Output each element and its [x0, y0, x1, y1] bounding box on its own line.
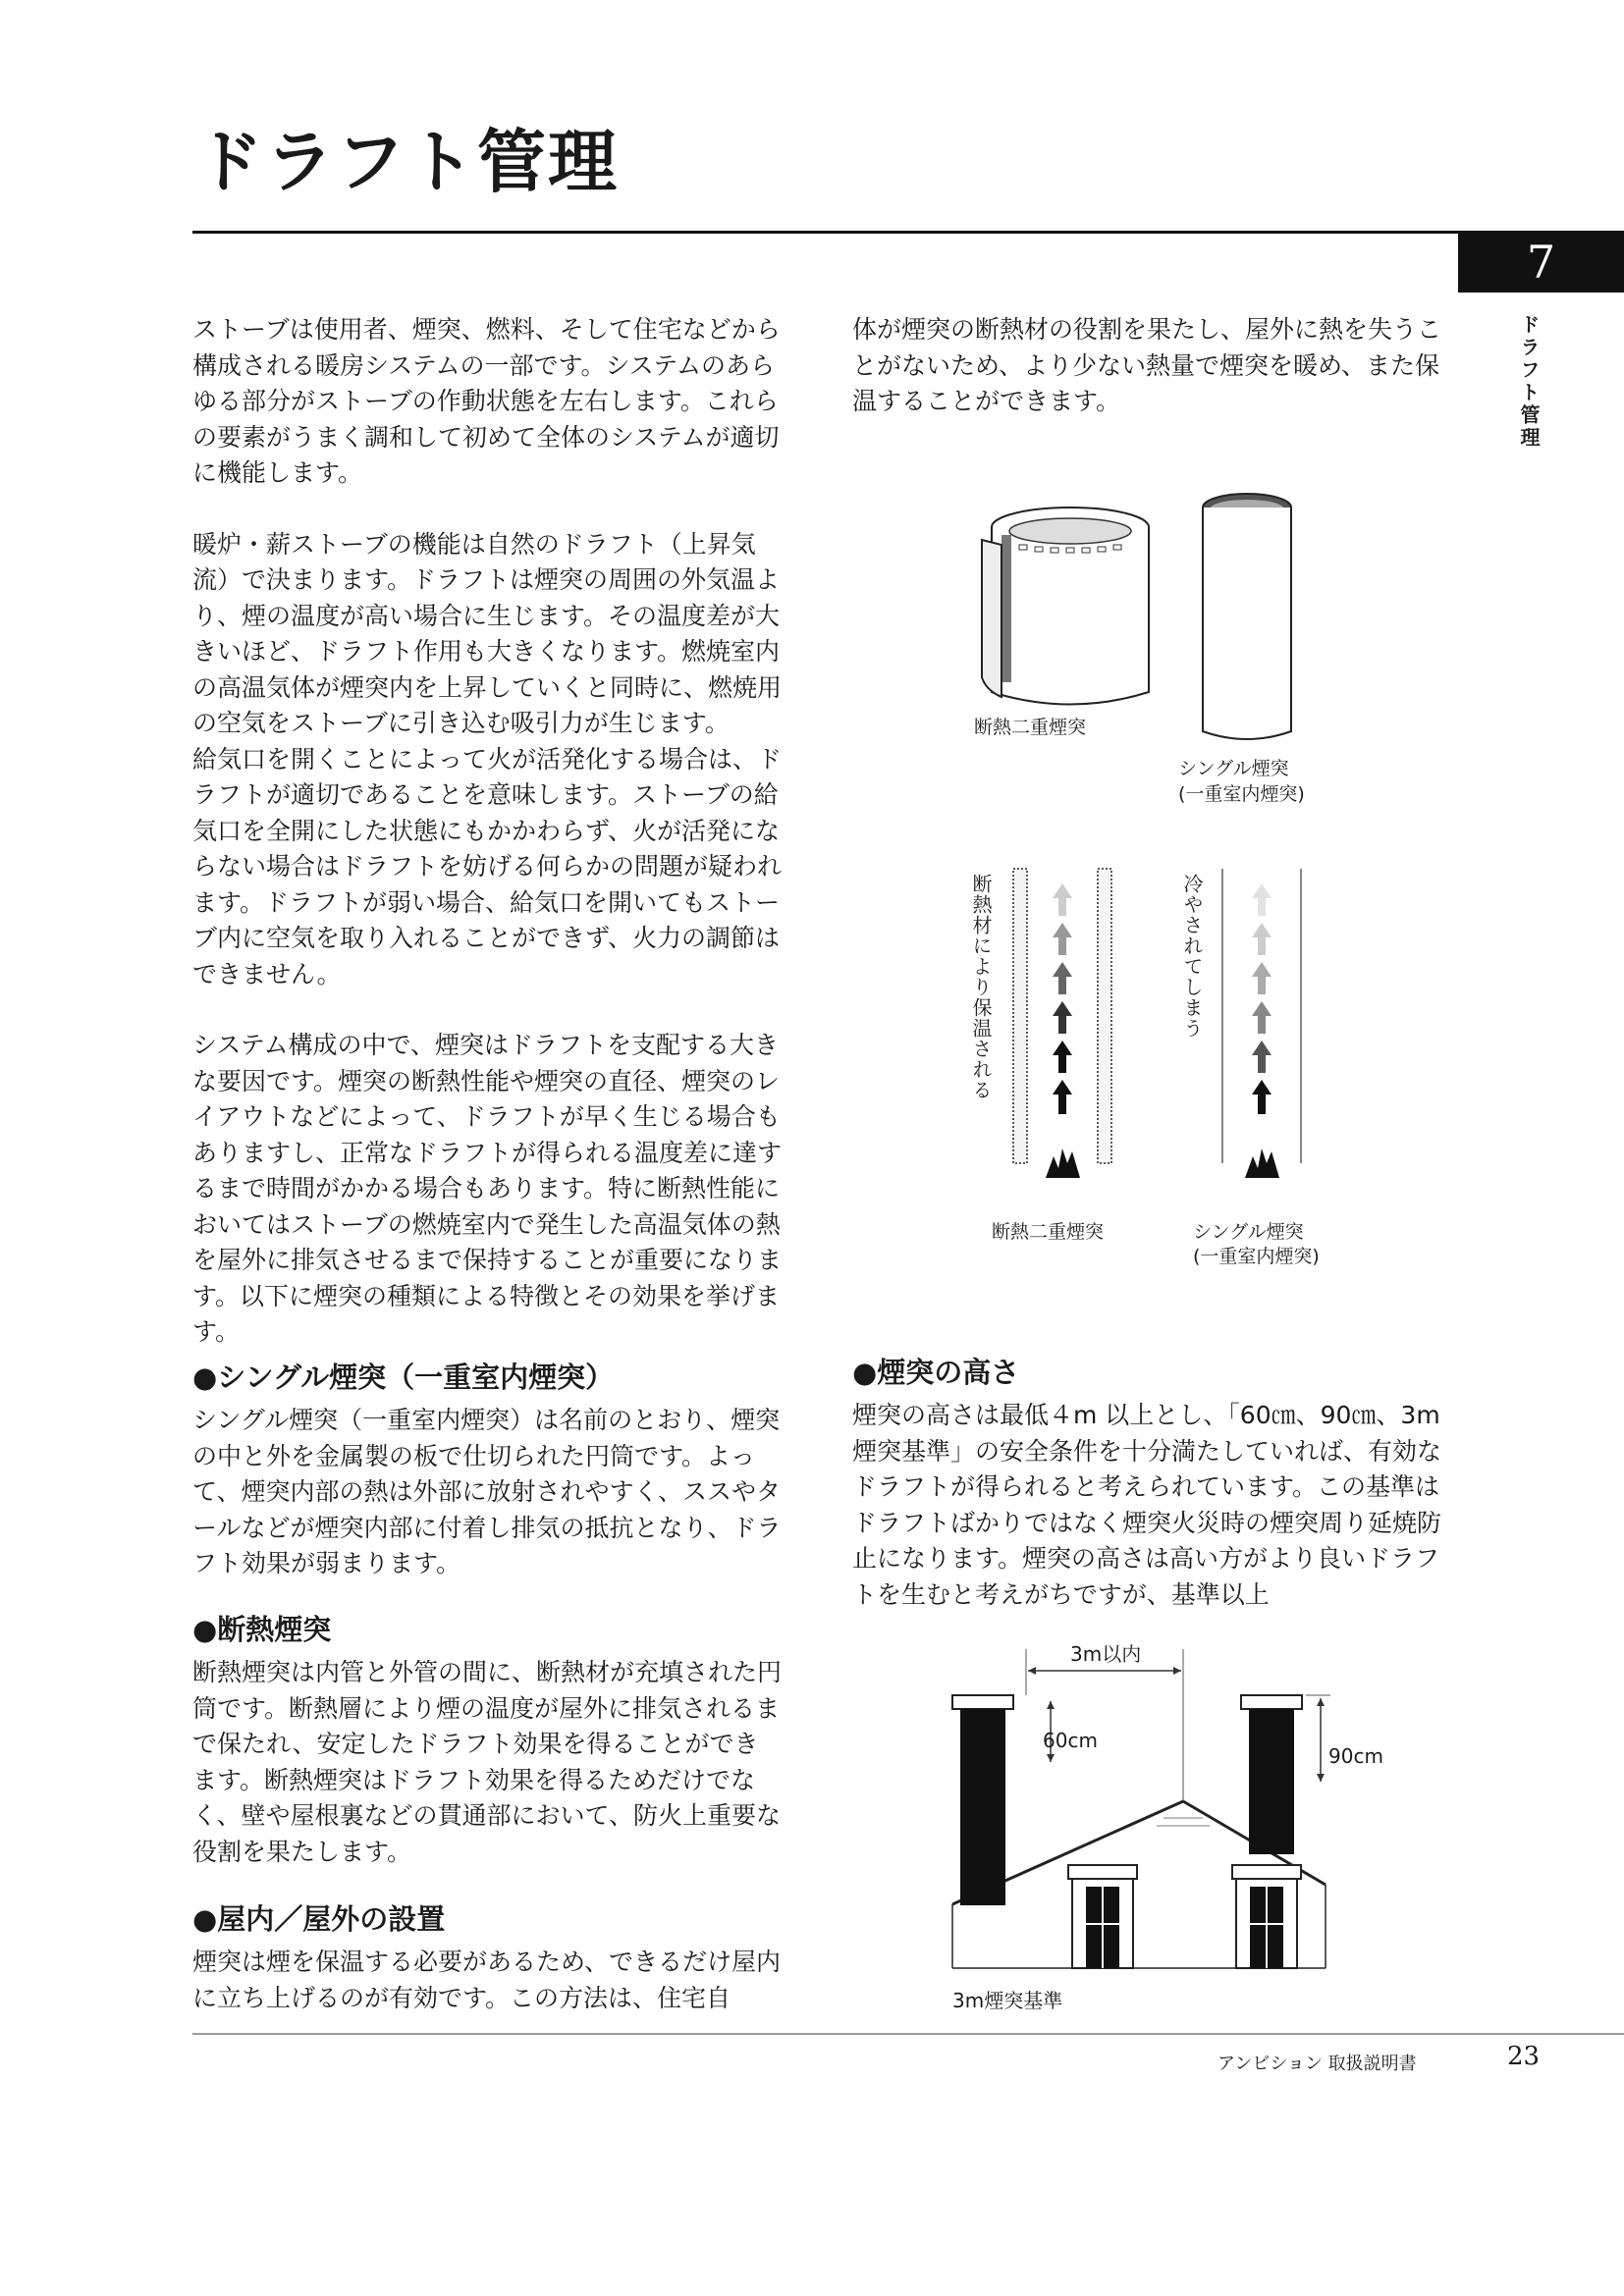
section-single-chimney — [192, 1358, 782, 1582]
height-rule-caption: 3m煙突基準 — [952, 1989, 1063, 2012]
section-body: 断熱煙突は内管と外管の間に、断熱材が充填された円筒です。断熱層により煙の温度が屋外に排気されるまで保たれ、安定したドラフト効果を得ることができます。断熱煙突はドラフト効果を得るためだけでなく、壁や屋根裏などの貫通部において、防火上重要な役割を果たします。 — [192, 1658, 783, 1866]
single-flow-caption-1: シングル煙突 — [1193, 1221, 1304, 1243]
single-flow-note: 冷やされてしまう — [1180, 874, 1204, 1039]
section-chimney-height — [852, 1353, 1441, 1613]
section-body: 煙突の高さは最低４m 以上とし、「60㎝、90㎝、3m 煙突基準」の安全条件を十分満たしていれば、有効なドラフトが得られると考えられています。この基準はドラフトばかりではなく煙突火災時の煙突周り延焼防止になります。煙突の高さは高い方がより良いドラフトを生むと考えがちですが、基準以上 — [852, 1401, 1442, 1609]
single-flow-caption-2: (一重室内煙突) — [1193, 1246, 1320, 1267]
insulated-flow-note: 断熱材により保温される — [969, 874, 993, 1100]
intro-paragraph-4: システム構成の中で、煙突はドラフトを支配する大きな要因です。煙突の断熱性能や煙突の直径、煙突のレイアウトなどによって、ドラフトが早く生じる場合もありますし、正常なドラフトが得られる温度差に達するまで時間がかかる場合もあります。特に断熱性能においてはストーブの燃焼室内で発生した高温気体の熱を屋外に排気させるまで保持することが重要になります。以下に煙突の種類による特徴とその効果を挙げます。 — [192, 1031, 783, 1346]
single-chimney-caption-2: (一重室内煙突) — [1178, 783, 1305, 805]
section-heading: ●断熱煙突 — [192, 1613, 332, 1646]
section-heading: ●シングル煙突（一重室内煙突） — [192, 1361, 615, 1394]
single-chimney-caption-1: シングル煙突 — [1178, 758, 1289, 779]
section-insulated-chimney — [192, 1610, 782, 1870]
section-body: シングル煙突（一重室内煙突）は名前のとおり、煙突の中と外を金属製の板で仕切られた円筒です。よって、煙突内部の熱は外部に放射されやすく、ススやタールなどが煙突内部に付着し排気の抵抗となり、ドラフト効果が弱まります。 — [192, 1406, 782, 1577]
insulated-flow-caption: 断熱二重煙突 — [992, 1221, 1105, 1243]
header-rule — [192, 231, 1624, 234]
continued-text: 体が煙突の断熱材の役割を果たし、屋外に熱を失うことがないため、より少ない熱量で煙突を暖め、また保温することができます。 — [852, 315, 1442, 415]
footer-manual-title: アンビション 取扱説明書 — [1218, 2054, 1417, 2074]
footer-rule — [192, 2033, 1624, 2035]
single-flow-drawing — [1222, 869, 1301, 1178]
insulated-chimney-caption: 断熱二重煙突 — [974, 717, 1087, 738]
chimney-right — [1241, 1695, 1302, 1854]
page-number: 23 — [1507, 2042, 1541, 2071]
height-90cm-label: 90cm — [1328, 1744, 1383, 1768]
intro-column — [192, 312, 782, 1386]
continued-paragraph — [852, 312, 1441, 420]
chapter-side-label: ドラフト管理 — [1517, 314, 1541, 450]
section-heading: ●煙突の高さ — [852, 1356, 1020, 1389]
window-left — [1068, 1865, 1137, 1968]
height-60cm-label: 60cm — [1043, 1729, 1098, 1752]
height-rule-figure — [933, 1639, 1355, 1993]
section-body: 煙突は煙を保温する必要があるため、できるだけ屋内に立ち上げるのが有効です。この方法は、住宅自 — [192, 1948, 782, 2012]
insulated-chimney-drawing — [982, 507, 1149, 705]
intro-paragraph-2: 暖炉・薪ストーブの機能は自然のドラフト（上昇気流）で決まります。ドラフトは煙突の周囲の外気温より、煙の温度が高い場合に生じます。その温度差が大きいほど、ドラフト作用も大きくなります。燃焼室内の高温気体が煙突内を上昇していくと同時に、燃焼用の空気をストーブに引き込む吸引力が生じます。 — [192, 529, 783, 737]
intro-paragraph-3: 給気口を開くことによって火が活発化する場合は、ドラフトが適切であることを意味します。ストーブの給気口を全開にした状態にもかかわらず、火が活発にならない場合はドラフトを妨げる何らかの問題が疑われます。ドラフトが弱い場合、給気口を開いてもストーブ内に空気を取り入れることができず、火力の調節はできません。 — [192, 744, 783, 988]
chimney-left — [952, 1695, 1013, 1905]
dist-3m-label: 3m以内 — [1070, 1642, 1142, 1666]
intro-paragraph-1: ストーブは使用者、煙突、燃料、そして住宅などから構成される暖房システムの一部です。システムのあらゆる部分がストーブの作動状態を左右します。これらの要素がうまく調和して初めて全体のシステムが適切に機能します。 — [192, 315, 781, 487]
chapter-number-badge: 7 — [1458, 231, 1624, 293]
section-heading: ●屋内／屋外の設置 — [192, 1902, 446, 1936]
page-title: ドラフト管理 — [194, 121, 619, 202]
chimney-types-figure — [962, 486, 1335, 800]
insulated-flow-drawing — [1013, 869, 1111, 1178]
single-chimney-drawing — [1203, 494, 1291, 739]
section-indoor-outdoor — [192, 1899, 782, 2016]
window-right — [1232, 1865, 1301, 1968]
